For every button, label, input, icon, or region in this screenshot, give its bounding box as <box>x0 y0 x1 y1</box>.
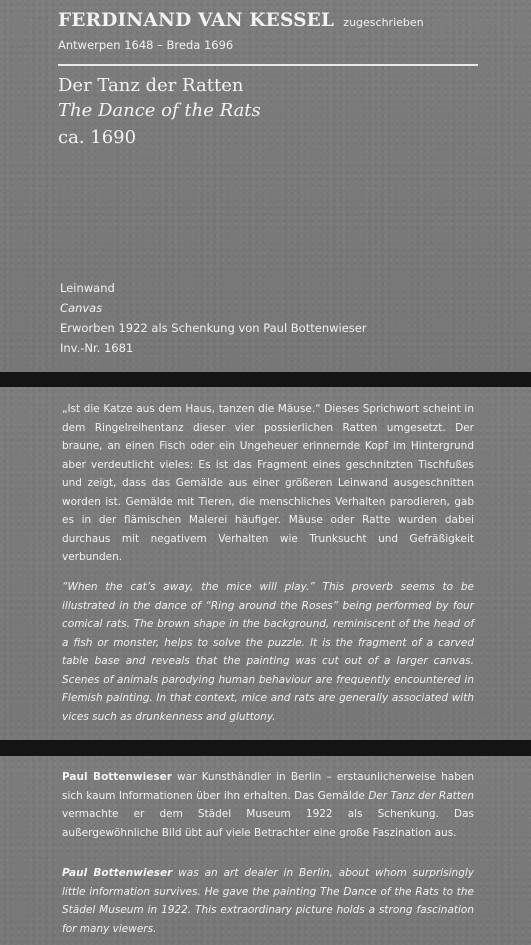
artwork-title-en: The Dance of the Rats <box>58 100 261 121</box>
donor-title-de: Der Tanz der Ratten <box>368 789 474 802</box>
artist-line <box>58 10 424 31</box>
inventory-number: Inv.-Nr. 1681 <box>60 341 134 355</box>
medium-en: Canvas <box>60 301 103 315</box>
header-rule <box>58 64 478 66</box>
donor-text-de-2: vermachte er dem Städel Museum 1922 als Schenkung. Das außergewöhnliche Bild übt auf viele Betrachter eine große Faszination aus. <box>62 808 474 839</box>
donor-name-en: Paul Bottenwieser <box>62 867 173 879</box>
label-header-panel <box>0 0 531 372</box>
description-en: “When the cat’s away, the mice will play.” This proverb seems to be illustrated in the dance of “Ring around the Roses” being performed by four comical rats. The brown shape in the background, reminiscent of the head of a fish or monster, helps to solve the puzzle. It is the fragment of a carved table base and reveals that the painting was cut out of a larger canvas. Scenes of animals parodying human behaviour are frequently encountered in Flemish painting. In that context, mice and rats are generally associated with vices such as drunkenness and gluttony. <box>62 581 474 723</box>
panel-divider <box>0 740 531 756</box>
donor-text-de-1: war Kunsthändler in Berlin – erstaunlicherweise haben sich kaum Informationen über ihn erhalten. Das Gemälde <box>62 771 474 802</box>
artist-name: FERDINAND VAN KESSEL <box>58 10 335 31</box>
medium-de: Leinwand <box>60 281 115 295</box>
artwork-date: ca. 1690 <box>58 127 137 148</box>
artist-dates: Antwerpen 1648 – Breda 1696 <box>58 38 234 52</box>
description-de: „Ist die Katze aus dem Haus, tanzen die Mäuse.“ Dieses Sprichwort scheint in dem Ringelreihentanz dieser vier possierlichen Ratten umgesetzt. Der braune, an einen Fisch oder ein Ungeheuer erinnernde Kopf im Hintergrund aber verdeutlicht vieles: Es ist das Fragment eines geschnitzten Tischfußes und zeigt, dass das Gemälde aus einer größeren Leinwand ausgeschnitten worden ist. Gemälde mit Tieren, die menschliches Verhalten parodieren, gab es in der flämischen Malerei häufiger. Mäuse oder Ratte wurden dabei durchaus mit negativem Verhalten wie Trunksucht und Gefräßigkeit verbunden. <box>62 403 474 563</box>
donor-bio-en <box>62 864 474 938</box>
artist-attribution: zugeschrieben <box>343 16 424 29</box>
acquisition-note: Erworben 1922 als Schenkung von Paul Bottenwieser <box>60 321 367 335</box>
panel-divider <box>0 372 531 387</box>
donor-name-de: Paul Bottenwieser <box>62 771 172 783</box>
artwork-title-de: Der Tanz der Ratten <box>58 75 244 96</box>
donor-bio-de <box>62 768 474 842</box>
donor-text-en: was an art dealer in Berlin, about whom surprisingly little information survives. He gave the painting The Dance of the Rats to the Städel Museum in 1922. This extraordinary picture holds a strong fascination for many viewers. <box>62 867 474 935</box>
